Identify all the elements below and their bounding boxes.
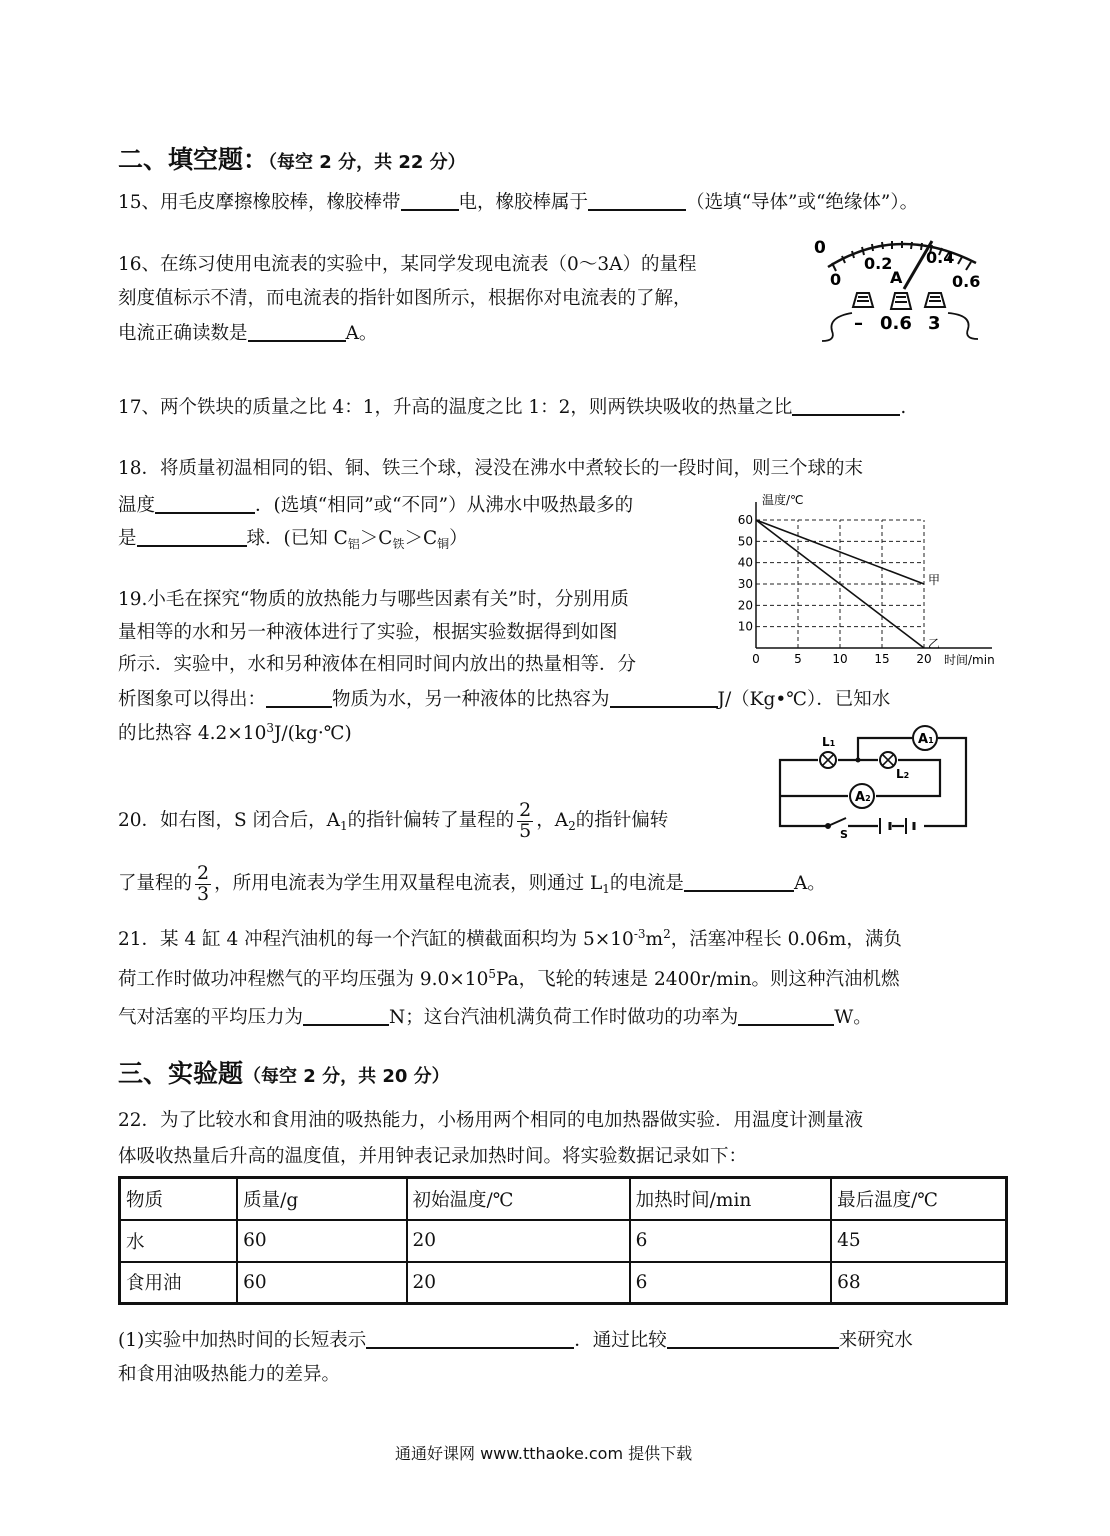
q20-sub-1: 1	[339, 819, 348, 833]
q18-line-2	[118, 494, 633, 516]
q18-sub-fe: 铁	[392, 537, 405, 551]
ammeter-label-0-6: 0.6	[952, 272, 981, 291]
chart-x-axis-label: 时间/min	[944, 653, 995, 667]
table-cell: 20	[407, 1262, 630, 1304]
q18-blank-1[interactable]	[155, 494, 255, 514]
q20-text-d: 的指针偏转	[575, 810, 669, 831]
l1-label: L1	[822, 735, 836, 749]
q18-blank-2[interactable]	[137, 527, 247, 547]
q19-text-e: J/(kg·℃)	[273, 723, 352, 744]
fraction-2-denominator: 3	[197, 882, 210, 905]
q20-fraction-2	[195, 861, 211, 905]
q21-text-g: N；这台汽油机满负荷工作时做功的功率为	[389, 1007, 739, 1028]
q21-text-b: m	[645, 929, 664, 950]
q21-line-3	[118, 1006, 872, 1028]
q21-sup-3: 5	[488, 967, 496, 981]
q19-line-5	[118, 722, 352, 744]
q19-line-4	[118, 688, 890, 710]
table-cell: 食用油	[120, 1262, 238, 1304]
q19-text-b: 物质为水，另一种液体的比热容为	[332, 689, 610, 710]
l2-label: L2	[896, 767, 910, 781]
table-row	[120, 1262, 1007, 1304]
chart-y-tick-label: 10	[737, 619, 753, 634]
q20-text-f: ，所用电流表为学生用双量程电流表，则通过 L	[214, 873, 603, 894]
q20-fraction-1	[517, 798, 533, 842]
q18-gt-2: ＞C	[404, 528, 438, 549]
table-header-cell: 最后温度/℃	[831, 1178, 1006, 1220]
chart-axes	[756, 502, 992, 648]
q19-text-d: 的比热容 4.2×10	[118, 723, 267, 744]
q21-text-f: 气对活塞的平均压力为	[118, 1007, 304, 1028]
chart-x-tick-label: 5	[794, 652, 802, 666]
fraction-1-denominator: 5	[519, 819, 532, 842]
q15-text-a: 15、用毛皮摩擦橡胶棒，橡胶棒带	[118, 192, 401, 213]
section-3-note: （每空 2 分，共 20 分）	[243, 1066, 450, 1087]
switch-s	[826, 818, 846, 828]
q19-line-1: 19.小毛在探究“物质的放热能力与哪些因素有关”时，分别用质	[118, 589, 629, 610]
q15-text-b: 电，橡胶棒属于	[458, 192, 589, 213]
q22-line-2: 体吸收热量后升高的温度值，并用钟表记录加热时间。将实验数据记录如下：	[118, 1146, 748, 1167]
q20-line-1	[118, 793, 668, 849]
q22-part-1-line-2: 和食用油吸热能力的差异。	[118, 1364, 341, 1385]
q22-text-a: (1)实验中加热时间的长短表示	[118, 1330, 367, 1351]
table-cell: 20	[407, 1220, 630, 1262]
q19-text-a: 析图象可以得出：	[118, 689, 267, 710]
q15-blank-2[interactable]	[588, 191, 686, 211]
section-3-heading	[118, 1054, 450, 1090]
q20-blank[interactable]	[684, 872, 794, 892]
q21-text-h: W。	[834, 1007, 872, 1028]
q16-text-a: 电流正确读数是	[118, 323, 248, 344]
table-header-cell: 质量/g	[237, 1178, 406, 1220]
q16-line-3	[118, 322, 377, 344]
section-2-heading	[118, 140, 466, 176]
q19-sup: 3	[266, 721, 274, 735]
q16-blank[interactable]	[248, 322, 346, 342]
q22-blank-1[interactable]	[366, 1329, 574, 1349]
wire-left	[822, 313, 852, 341]
ammeter-label-0-top: 0	[814, 238, 826, 258]
q18-close: ）	[449, 528, 468, 549]
table-row	[120, 1220, 1007, 1262]
table-cell: 68	[831, 1262, 1006, 1304]
table-cell: 6	[630, 1220, 831, 1262]
q19-blank-1[interactable]	[266, 688, 332, 708]
q19-blank-2[interactable]	[610, 688, 718, 708]
q21-sup-1: -3	[633, 927, 646, 941]
q22-part-1-line-1	[118, 1329, 913, 1351]
ammeter-label-0-4: 0.4	[926, 248, 955, 267]
q21-sup-2: 2	[663, 927, 671, 941]
chart-x-tick-label: 0	[752, 652, 760, 666]
q20-text-c: ，A	[536, 810, 569, 831]
chart-y-tick-label: 20	[737, 598, 753, 613]
q19-line-3: 所示．实验中，水和另种液体在相同时间内放出的热量相等．分	[118, 654, 637, 675]
experiment-data-table	[118, 1176, 1008, 1305]
circuit-figure	[772, 716, 972, 841]
terminal-minus: –	[854, 313, 863, 334]
q21-text-c: ，活塞冲程长 0.06m，满负	[670, 929, 902, 950]
lamp-l1	[820, 752, 836, 768]
table-cell: 60	[237, 1262, 406, 1304]
q21-text-e: Pa，飞轮的转速是 2400r/min。则这种汽油机燃	[496, 969, 900, 990]
table-header-cell: 物质	[120, 1178, 238, 1220]
ammeter-label-0-2: 0.2	[864, 254, 893, 273]
q20-text-e: 了量程的	[118, 873, 193, 894]
q18-sub-al: 铝	[347, 537, 360, 551]
lamp-l2	[880, 752, 896, 768]
section-3-title: 三、实验题	[118, 1059, 244, 1088]
table-cell: 水	[120, 1220, 238, 1262]
fraction-1-numerator: 2	[519, 798, 532, 821]
q21-line-2	[118, 968, 900, 990]
chart-series-label: 乙	[928, 637, 941, 651]
chart-y-tick-label: 40	[737, 555, 753, 570]
q18-text-c: 是	[118, 528, 137, 549]
section-2-note: （每空 2 分，共 22 分）	[268, 152, 466, 173]
chart-y-tick-label: 30	[737, 577, 753, 591]
table-cell: 60	[237, 1220, 406, 1262]
junction-dot	[856, 758, 861, 763]
chart-y-tick-label: 60	[737, 513, 753, 527]
q22-text-c: 来研究水	[838, 1330, 913, 1351]
a1-label: A1	[918, 732, 934, 747]
q18-line-3	[118, 527, 468, 550]
q15-text-c: （选填“导体”或“绝缘体”）。	[686, 192, 919, 213]
ammeter-terminals	[853, 293, 945, 309]
chart-x-tick-label: 10	[832, 652, 848, 666]
question-17	[118, 396, 906, 418]
q18-text-d: 球．(已知 C	[246, 528, 348, 549]
q19-line-2: 量相等的水和另一种液体进行了实验，根据实验数据得到如图	[118, 622, 618, 643]
q18-gt-1: ＞C	[359, 528, 393, 549]
terminal-0-6: 0.6	[880, 313, 912, 334]
q15-blank-1[interactable]	[401, 191, 459, 211]
page-footer: 通通好课网 www.tthaoke.com 提供下载	[395, 1444, 693, 1463]
q21-text-a: 21．某 4 缸 4 冲程汽油机的每一个汽缸的横截面积均为 5×10	[118, 929, 634, 950]
q16-text-b: A。	[345, 323, 378, 344]
q18-text-a: 温度	[118, 495, 156, 516]
q20-text-a: 20．如右图，S 闭合后，A	[118, 810, 340, 831]
switch-label: S	[840, 828, 848, 841]
q18-line-1: 18．将质量初温相同的铝、铜、铁三个球，浸没在沸水中煮较长的一段时间，则三个球的末	[118, 458, 864, 479]
chart-series-label: 甲	[928, 573, 941, 587]
q20-line-2	[118, 856, 826, 912]
table-cell: 6	[630, 1262, 831, 1304]
ammeter-figure	[808, 225, 988, 345]
table-header-cell: 加热时间/min	[630, 1178, 831, 1220]
q22-text-b: ．通过比较	[574, 1330, 667, 1351]
q21-line-1	[118, 928, 902, 950]
circuit-wires	[780, 738, 966, 826]
chart-x-tick-label: 20	[916, 652, 932, 666]
q19-text-c: J/（Kg•℃）．已知水	[717, 689, 891, 710]
q21-text-d: 荷工作时做功冲程燃气的平均压强为 9.0×10	[118, 969, 489, 990]
q21-blank-2[interactable]	[738, 1006, 834, 1026]
q17-text-a: 17、两个铁块的质量之比 4：1，升高的温度之比 1：2，则两铁块吸收的热量之比	[118, 397, 793, 418]
q20-sub-2: 2	[568, 819, 576, 833]
q21-blank-1[interactable]	[303, 1006, 389, 1026]
q22-line-1: 22．为了比较水和食用油的吸热能力，小杨用两个相同的电加热器做实验．用温度计测量液	[118, 1110, 864, 1131]
q18-sub-cu: 铜	[437, 537, 450, 551]
q22-blank-2[interactable]	[667, 1329, 839, 1349]
fraction-2-numerator: 2	[197, 861, 210, 884]
q20-text-b: 的指针偏转了量程的	[347, 810, 515, 831]
table-cell: 45	[831, 1220, 1006, 1262]
table-header-cell: 初始温度/℃	[407, 1178, 630, 1220]
terminal-3: 3	[928, 313, 941, 334]
ammeter-needle-label: A	[890, 268, 903, 287]
q17-blank[interactable]	[792, 396, 900, 416]
q16-line-2: 刻度值标示不清，而电流表的指针如图所示，根据你对电流表的了解，	[118, 288, 692, 309]
chart-y-axis-label: 温度/℃	[762, 493, 804, 507]
chart-series	[756, 520, 940, 651]
q16-line-1: 16、在练习使用电流表的实验中，某同学发现电流表（0～3A）的量程	[118, 254, 697, 275]
q20-text-g: 的电流是	[609, 873, 684, 894]
question-15	[118, 191, 918, 213]
q18-text-b: ．(选填“相同”或“不同”）从沸水中吸热最多的	[255, 495, 634, 516]
q17-text-b: .	[900, 397, 907, 418]
q20-sub-3: 1	[602, 882, 610, 896]
chart-tick-labels	[738, 513, 932, 666]
temperature-time-chart	[737, 488, 1004, 670]
chart-x-tick-label: 15	[874, 652, 890, 666]
section-2-title: 二、填空题：	[118, 145, 269, 174]
wire-right	[948, 313, 978, 339]
a2-label: A2	[855, 790, 871, 805]
ammeter-label-0: 0	[830, 270, 842, 289]
q20-text-h: A。	[793, 873, 826, 894]
table-header-row	[120, 1178, 1007, 1220]
chart-y-tick-label: 50	[737, 534, 753, 549]
